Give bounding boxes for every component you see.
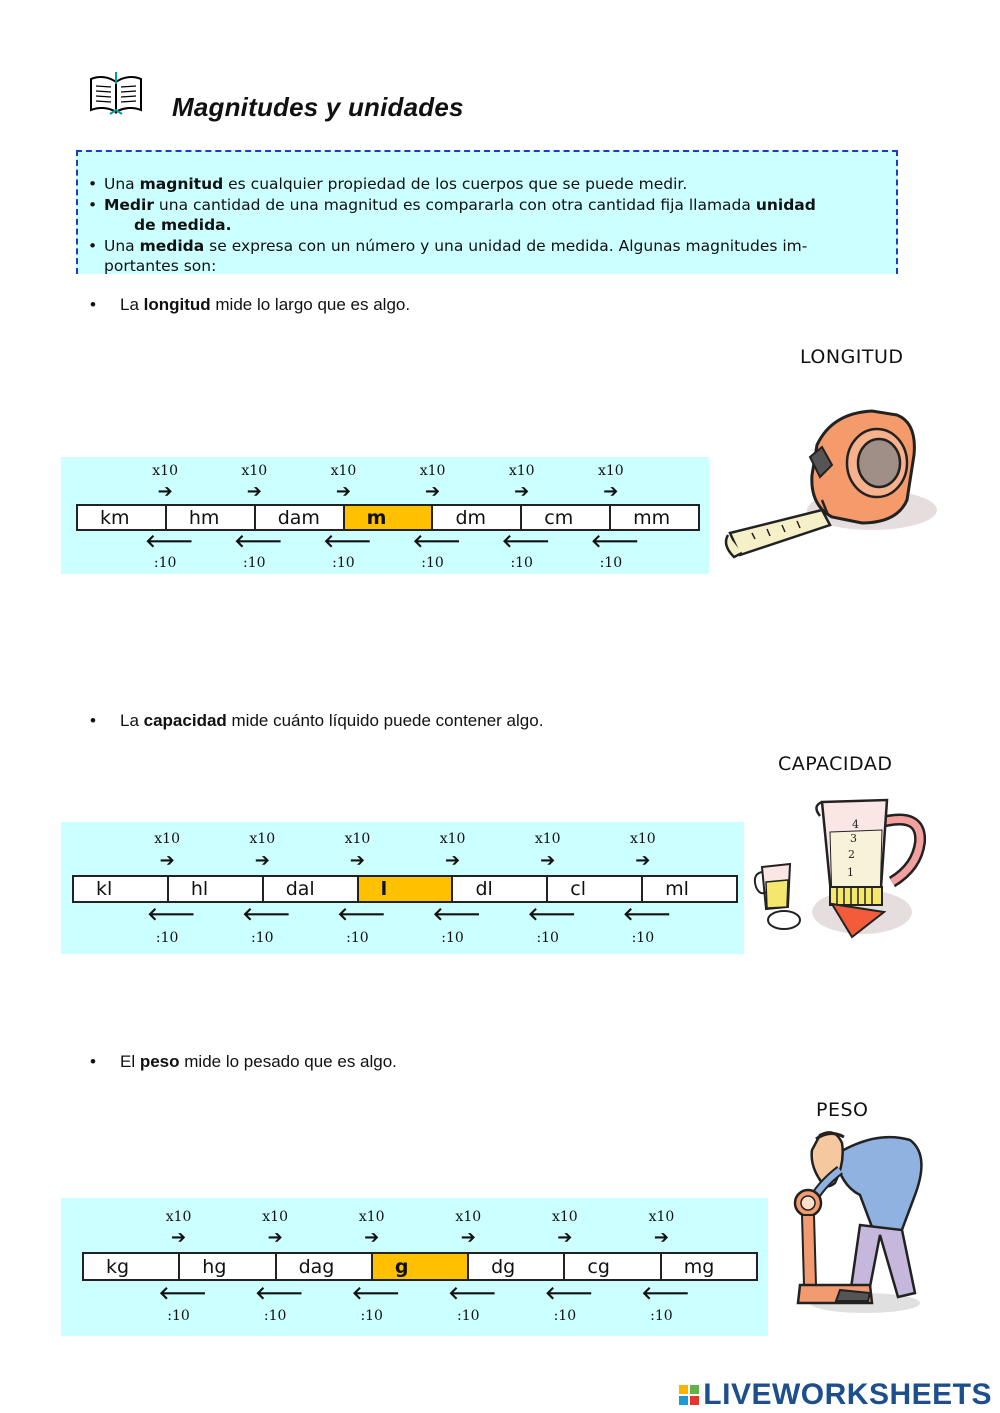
arrow-left-icon: 🡐 [527, 904, 576, 925]
peso-bullet: • El peso mide lo pesado que es algo. [90, 1052, 397, 1071]
divide-label: :10 [346, 930, 369, 946]
arrow-right-icon: ➔ [540, 850, 556, 871]
arrow-right-icon: ➔ [157, 481, 173, 502]
svg-text:4: 4 [852, 818, 859, 831]
capacidad-units [72, 875, 738, 903]
multiply-label: x10 [508, 463, 535, 479]
arrow-left-icon: 🡐 [145, 531, 194, 552]
arrow-right-icon: ➔ [254, 850, 270, 871]
multiply-label: x10 [249, 831, 276, 847]
peso-label: PESO [816, 1099, 869, 1121]
multiply-label: x10 [597, 463, 624, 479]
svg-text:3: 3 [850, 832, 857, 845]
arrow-left-icon: 🡐 [432, 904, 481, 925]
multiply-label: x10 [262, 1209, 288, 1225]
multiply-label: x10 [648, 1209, 675, 1225]
arrow-left-icon: 🡐 [158, 1283, 207, 1304]
longitud-bullet: • La longitud mide lo largo que es algo. [90, 295, 411, 314]
intro-box [76, 150, 898, 274]
unit-cl: cl [548, 877, 643, 901]
arrow-right-icon: ➔ [460, 1227, 476, 1248]
arrow-right-icon: ➔ [246, 481, 262, 502]
divide-label: :10 [510, 555, 533, 571]
unit-dg: dg [469, 1254, 565, 1279]
unit-hl: hl [169, 877, 264, 901]
divide-label: :10 [263, 1308, 287, 1324]
arrow-left-icon: 🡐 [323, 531, 372, 552]
divide-label: :10 [251, 930, 274, 946]
arrow-right-icon: ➔ [349, 850, 365, 871]
arrow-left-icon: 🡐 [147, 904, 196, 925]
peso-units [82, 1252, 758, 1281]
liveworksheets-logo-icon [679, 1385, 699, 1405]
arrow-left-icon: 🡐 [590, 531, 640, 552]
unit-hm: hm [167, 506, 256, 529]
multiply-label: x10 [330, 463, 357, 479]
arrow-right-icon: ➔ [171, 1227, 187, 1248]
arrow-left-icon: 🡐 [641, 1283, 690, 1304]
open-book-icon [88, 70, 144, 118]
arrow-right-icon: ➔ [335, 481, 351, 502]
unit-dm: dm [433, 506, 522, 529]
arrow-left-icon: 🡐 [255, 1283, 304, 1304]
unit-dl: dl [453, 877, 548, 901]
intro-bullet-1: • Una magnitud es cualquier propiedad de los cuerpos que se puede medir. [88, 174, 886, 195]
arrow-left-icon: 🡐 [337, 904, 386, 925]
unit-kl: kl [74, 877, 169, 901]
arrow-left-icon: 🡐 [622, 904, 672, 925]
arrow-right-icon: ➔ [159, 850, 175, 871]
divide-label: :10 [167, 1308, 190, 1324]
arrow-right-icon: ➔ [267, 1227, 283, 1248]
longitud-units [76, 504, 700, 531]
divide-label: :10 [360, 1308, 383, 1324]
svg-text:1: 1 [847, 866, 854, 879]
intro-bullet-3: • Una medida se expresa con un número y una unidad de medida. Algunas magnitudes im- portantes son: [88, 236, 886, 277]
capacidad-bullet: • La capacidad mide cuánto líquido puede contener algo. [90, 711, 544, 730]
arrow-left-icon: 🡐 [412, 531, 461, 552]
measuring-jug-icon [752, 792, 930, 952]
unit-hg: hg [180, 1254, 276, 1279]
unit-cg: cg [565, 1254, 661, 1279]
arrow-right-icon: ➔ [635, 850, 651, 871]
arrow-right-icon: ➔ [364, 1227, 380, 1248]
liveworksheets-logo-text: LIVEWORKSHEETS [703, 1378, 992, 1411]
unit-dag: dag [277, 1254, 373, 1279]
divide-label: :10 [153, 555, 177, 571]
divide-label: :10 [243, 555, 266, 571]
arrow-left-icon: 🡐 [242, 904, 291, 925]
multiply-label: x10 [152, 463, 178, 479]
arrow-left-icon: 🡐 [501, 531, 550, 552]
divide-label: :10 [421, 555, 444, 571]
arrow-right-icon: ➔ [514, 481, 530, 502]
multiply-label: x10 [534, 831, 561, 847]
divide-label: :10 [155, 930, 179, 946]
unit-dam: dam [256, 506, 345, 529]
intro-bullet-2: • Medir una cantidad de una magnitud es compararla con otra cantidad fija llamada unidad de medida. [88, 195, 886, 236]
divide-label: :10 [650, 1308, 673, 1324]
capacidad-label: CAPACIDAD [778, 753, 893, 775]
unit-ml: ml [665, 878, 689, 900]
multiply-label: x10 [439, 831, 466, 847]
arrow-right-icon: ➔ [445, 850, 461, 871]
weighing-man-icon [780, 1125, 932, 1315]
divide-label: :10 [441, 930, 464, 946]
arrow-right-icon: ➔ [557, 1227, 573, 1248]
multiply-label: x10 [551, 1209, 578, 1225]
arrow-right-icon: ➔ [603, 481, 619, 502]
arrow-right-icon: ➔ [653, 1227, 669, 1248]
svg-text:2: 2 [848, 848, 855, 861]
unit-kg: kg [84, 1254, 180, 1279]
unit-mg: mg [683, 1255, 715, 1278]
unit-g-highlight: g [373, 1254, 469, 1279]
multiply-label: x10 [165, 1209, 192, 1225]
arrow-left-icon: 🡐 [234, 531, 283, 552]
divide-label: :10 [599, 555, 623, 571]
unit-l-highlight: l [359, 877, 454, 901]
multiply-label: x10 [154, 831, 180, 847]
arrow-left-icon: 🡐 [544, 1283, 594, 1304]
unit-km: km [78, 506, 167, 529]
tape-measure-icon [722, 405, 942, 570]
page-title: Magnitudes y unidades [172, 92, 464, 122]
divide-label: :10 [457, 1308, 480, 1324]
divide-label: :10 [332, 555, 355, 571]
arrow-left-icon: 🡐 [448, 1283, 497, 1304]
unit-dal: dal [264, 877, 359, 901]
arrow-left-icon: 🡐 [351, 1283, 400, 1304]
multiply-label: x10 [344, 831, 371, 847]
multiply-label: x10 [629, 831, 656, 847]
unit-m-highlight: m [345, 506, 434, 529]
longitud-label: LONGITUD [800, 346, 904, 368]
liveworksheets-logo [679, 1378, 992, 1412]
multiply-label: x10 [241, 463, 268, 479]
arrow-right-icon: ➔ [425, 481, 441, 502]
divide-label: :10 [631, 930, 655, 946]
unit-mm: mm [633, 506, 671, 529]
multiply-label: x10 [455, 1209, 482, 1225]
multiply-label: x10 [419, 463, 446, 479]
multiply-label: x10 [358, 1209, 385, 1225]
unit-cm: cm [522, 506, 611, 529]
divide-label: :10 [553, 1308, 577, 1324]
divide-label: :10 [536, 930, 559, 946]
